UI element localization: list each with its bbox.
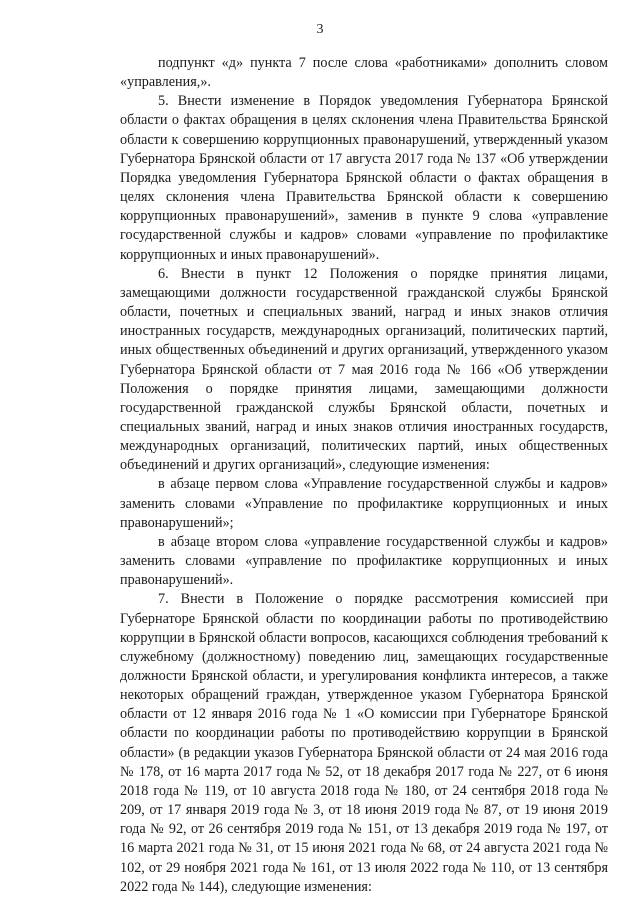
paragraph-item-6-first-subparagraph: в абзаце первом слова «Управление государственной службы и кадров» заменить словами «Управление по профилактике коррупционных и иных правонарушений»;	[120, 476, 608, 531]
page-number: 3	[316, 22, 324, 37]
paragraph-item-5: 5. Внести изменение в Порядок уведомления Губернатора Брянской области о фактах обращения в целях склонения члена Правительства Брянской области к совершению коррупционных правонарушений, утвержденный указом Губернатора Брянской области от 17 августа 2017 года № 137 «Об утверждении Порядка уведомления Губернатора Брянской области о фактах обращения в целях склонения члена Правительства Брянской области к совершению коррупционных правонарушений», заменив в пункте 9 слова «управление государственной службы и кадров» словами «управление по профилактике коррупционных и иных правонарушений».	[120, 93, 608, 263]
paragraph-continuation: подпункт «д» пункта 7 после слова «работниками» дополнить словом «управления,».	[120, 55, 608, 91]
paragraph-item-6-second-subparagraph: в абзаце втором слова «управление государственной службы и кадров» заменить словами «управление по профилактике коррупционных и иных правонарушений».	[120, 533, 608, 589]
paragraph-item-7: 7. Внести в Положение о порядке рассмотрения комиссией при Губернаторе Брянской области по координации работы по противодействию коррупции в Брянской области вопросов, касающихся соблюдения требований к служебному (должностному) поведению лиц, замещающих государственные должности Брянской области, и урегулирования конфликта интересов, а также некоторых обращений граждан, утвержденное указом Губернатора Брянской области от 12 января 2016 года № 1 «О комиссии при Губернаторе Брянской области по координации работы по противодействию коррупции в Брянской области» (в редакции указов Губернатора Брянской области от 24 мая 2016 года № 178, от 16 марта 2017 года № 52, от 18 декабря 2017 года № 227, от 6 июня 2018 года № 119, от 10 августа 2018 года № 180, от 24 сентября 2018 года № 209, от 17 января 2019 года № 3, от 18 июня 2019 года № 87, от 19 июня 2019 года № 92, от 26 сентября 2019 года № 151, от 13 декабря 2019 года № 197, от 16 марта 2021 года № 31, от 15 июня 2021 года № 68, от 24 августа 2021 года № 102, от 29 ноября 2021 года № 161, от 13 июля 2022 года № 110, от 13 сентября 2022 года № 144), следующие изменения:	[120, 591, 608, 895]
document-body	[120, 54, 608, 897]
paragraph-item-6: 6. Внести в пункт 12 Положения о порядке принятия лицами, замещающими должности государственной гражданской службы Брянской области, почетных и специальных званий, наград и иных знаков отличия иностранных государств, международных организаций, политических партий, иных общественных объединений и других организаций, утвержденного указом Губернатора Брянской области от 7 мая 2016 года № 166 «Об утверждении Положения о порядке принятия лицами, замещающими должности государственной гражданской службы Брянской области, почетных и специальных званий, наград и иных знаков отличия иностранных государств, международных организаций, политических партий, иных общественных объединений и других организаций», следующие изменения:	[120, 265, 608, 474]
